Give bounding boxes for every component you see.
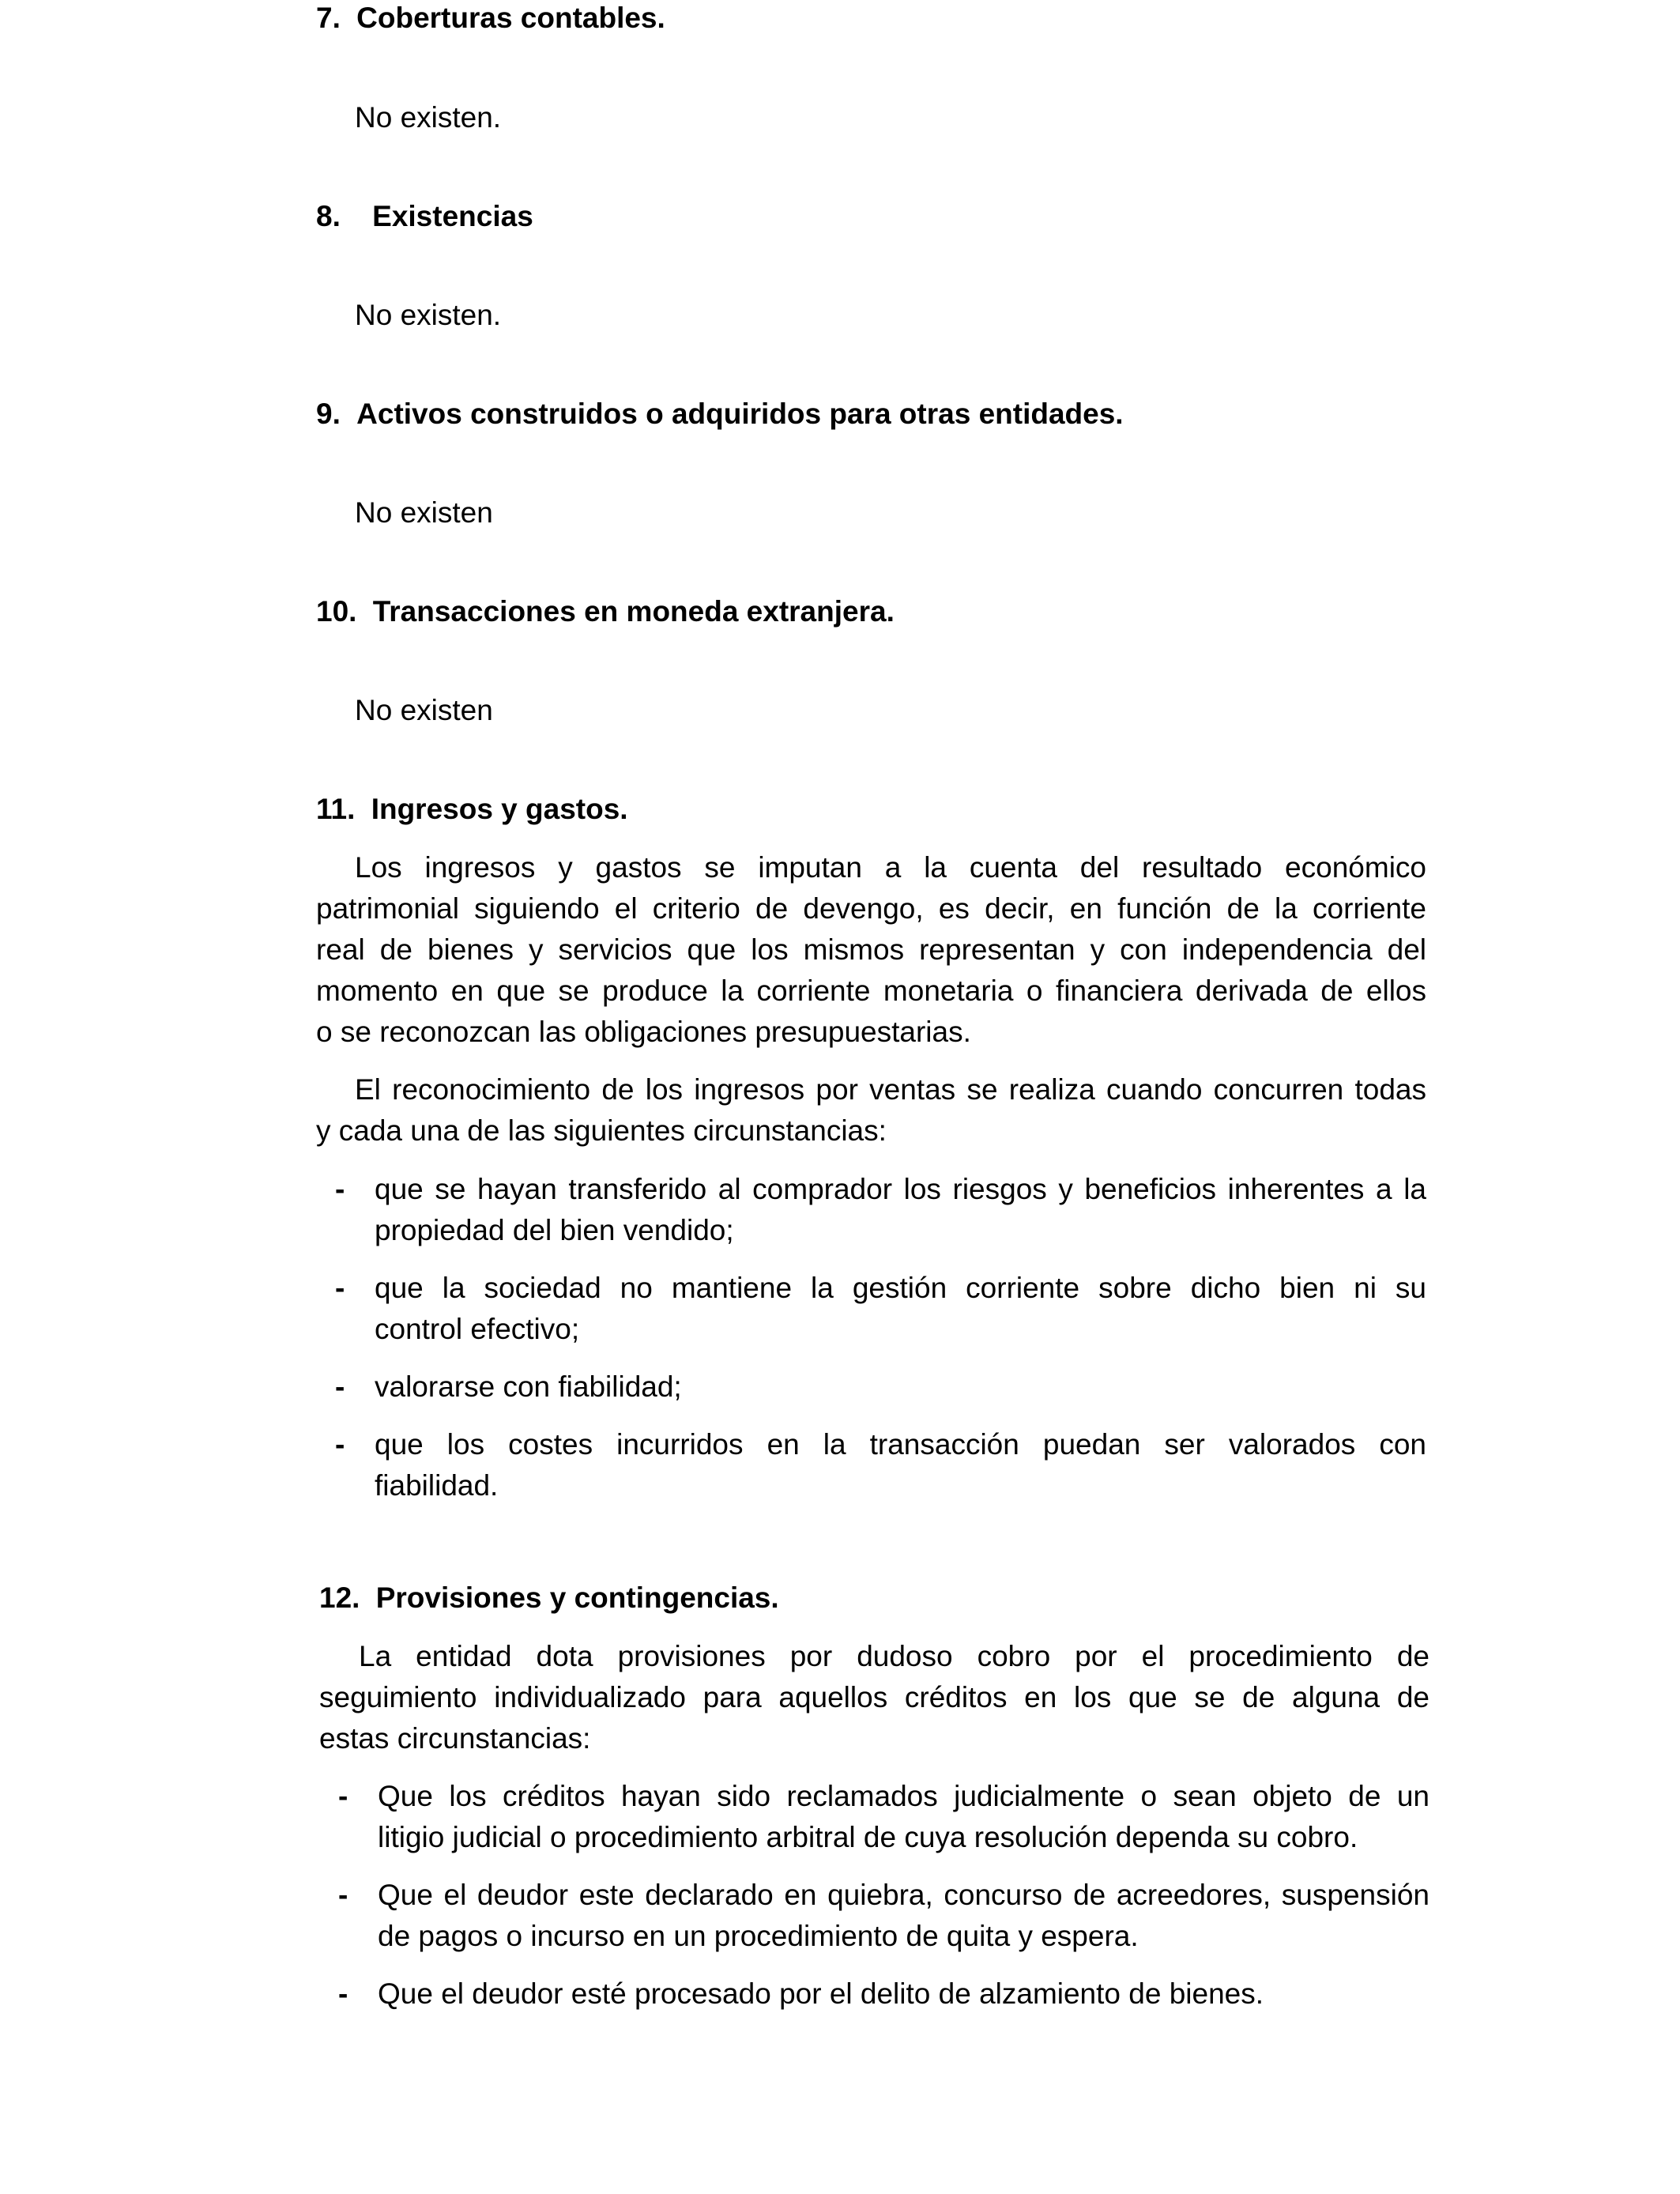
section-title: Existencias xyxy=(372,200,533,232)
section-number: 9. xyxy=(316,398,341,430)
section-title: Activos construidos o adquiridos para otras entidades. xyxy=(356,398,1124,430)
bullet-dash: - xyxy=(335,1370,345,1403)
text-line: litigio judicial o procedimiento arbitral de cuya resolución dependa su cobro. xyxy=(378,1821,1358,1853)
section-7-heading xyxy=(316,2,665,35)
section-title: Ingresos y gastos. xyxy=(371,793,628,825)
section-10-heading xyxy=(316,595,895,628)
text-line: valorarse con fiabilidad; xyxy=(375,1370,682,1403)
bullet-dash: - xyxy=(335,1173,345,1205)
section-12-heading xyxy=(319,1581,779,1615)
bullet-dash: - xyxy=(338,1780,348,1812)
section-number: 7. xyxy=(316,2,341,34)
bullet-dash: - xyxy=(338,1879,348,1911)
text-line: que la sociedad no mantiene la gestión corriente sobre dicho bien ni su xyxy=(375,1272,1426,1304)
section-9-body: No existen xyxy=(355,496,493,529)
text-line: Que el deudor este declarado en quiebra, concurso de acreedores, suspensión xyxy=(378,1879,1430,1911)
section-number: 11. xyxy=(316,793,356,825)
section-number: 12. xyxy=(319,1581,360,1614)
section-number: 8. xyxy=(316,200,341,232)
text-line: o se reconozcan las obligaciones presupuestarias. xyxy=(316,1016,971,1048)
text-line: propiedad del bien vendido; xyxy=(375,1214,734,1246)
text-line: seguimiento individualizado para aquellos créditos en los que se de alguna de xyxy=(319,1681,1430,1713)
section-8-heading xyxy=(316,200,533,233)
bullet-dash: - xyxy=(335,1272,345,1304)
text-line: que los costes incurridos en la transacción puedan ser valorados con xyxy=(375,1428,1426,1461)
section-title: Transacciones en moneda extranjera. xyxy=(372,595,895,628)
section-7-body: No existen. xyxy=(355,101,502,134)
bullet-dash: - xyxy=(335,1428,345,1461)
text-line: patrimonial siguiendo el criterio de devengo, es decir, en función de la corriente xyxy=(316,892,1426,925)
text-line: de pagos o incurso en un procedimiento de quita y espera. xyxy=(378,1920,1139,1952)
section-number: 10. xyxy=(316,595,357,628)
text-line: control efectivo; xyxy=(375,1313,580,1345)
text-line: real de bienes y servicios que los mismos representan y con independencia del xyxy=(316,933,1426,966)
text-line: El reconocimiento de los ingresos por ventas se realiza cuando concurren todas xyxy=(355,1073,1426,1106)
section-8-body: No existen. xyxy=(355,299,502,331)
section-title: Provisiones y contingencias. xyxy=(375,1581,779,1614)
text-line: Que los créditos hayan sido reclamados judicialmente o sean objeto de un xyxy=(378,1780,1430,1812)
section-11-heading xyxy=(316,793,628,826)
text-line: Que el deudor esté procesado por el delito de alzamiento de bienes. xyxy=(378,1977,1264,2010)
section-9-heading xyxy=(316,398,1124,431)
text-line: Los ingresos y gastos se imputan a la cuenta del resultado económico xyxy=(355,851,1426,884)
section-title: Coberturas contables. xyxy=(356,2,665,34)
section-10-body: No existen xyxy=(355,694,493,726)
text-line: fiabilidad. xyxy=(375,1469,499,1502)
text-line: estas circunstancias: xyxy=(319,1722,591,1755)
text-line: y cada una de las siguientes circunstancias: xyxy=(316,1114,887,1147)
text-line: momento en que se produce la corriente monetaria o financiera derivada de ellos xyxy=(316,974,1426,1007)
text-line: La entidad dota provisiones por dudoso cobro por el procedimiento de xyxy=(359,1640,1430,1672)
bullet-dash: - xyxy=(338,1977,348,2010)
text-line: que se hayan transferido al comprador los riesgos y beneficios inherentes a la xyxy=(375,1173,1426,1205)
